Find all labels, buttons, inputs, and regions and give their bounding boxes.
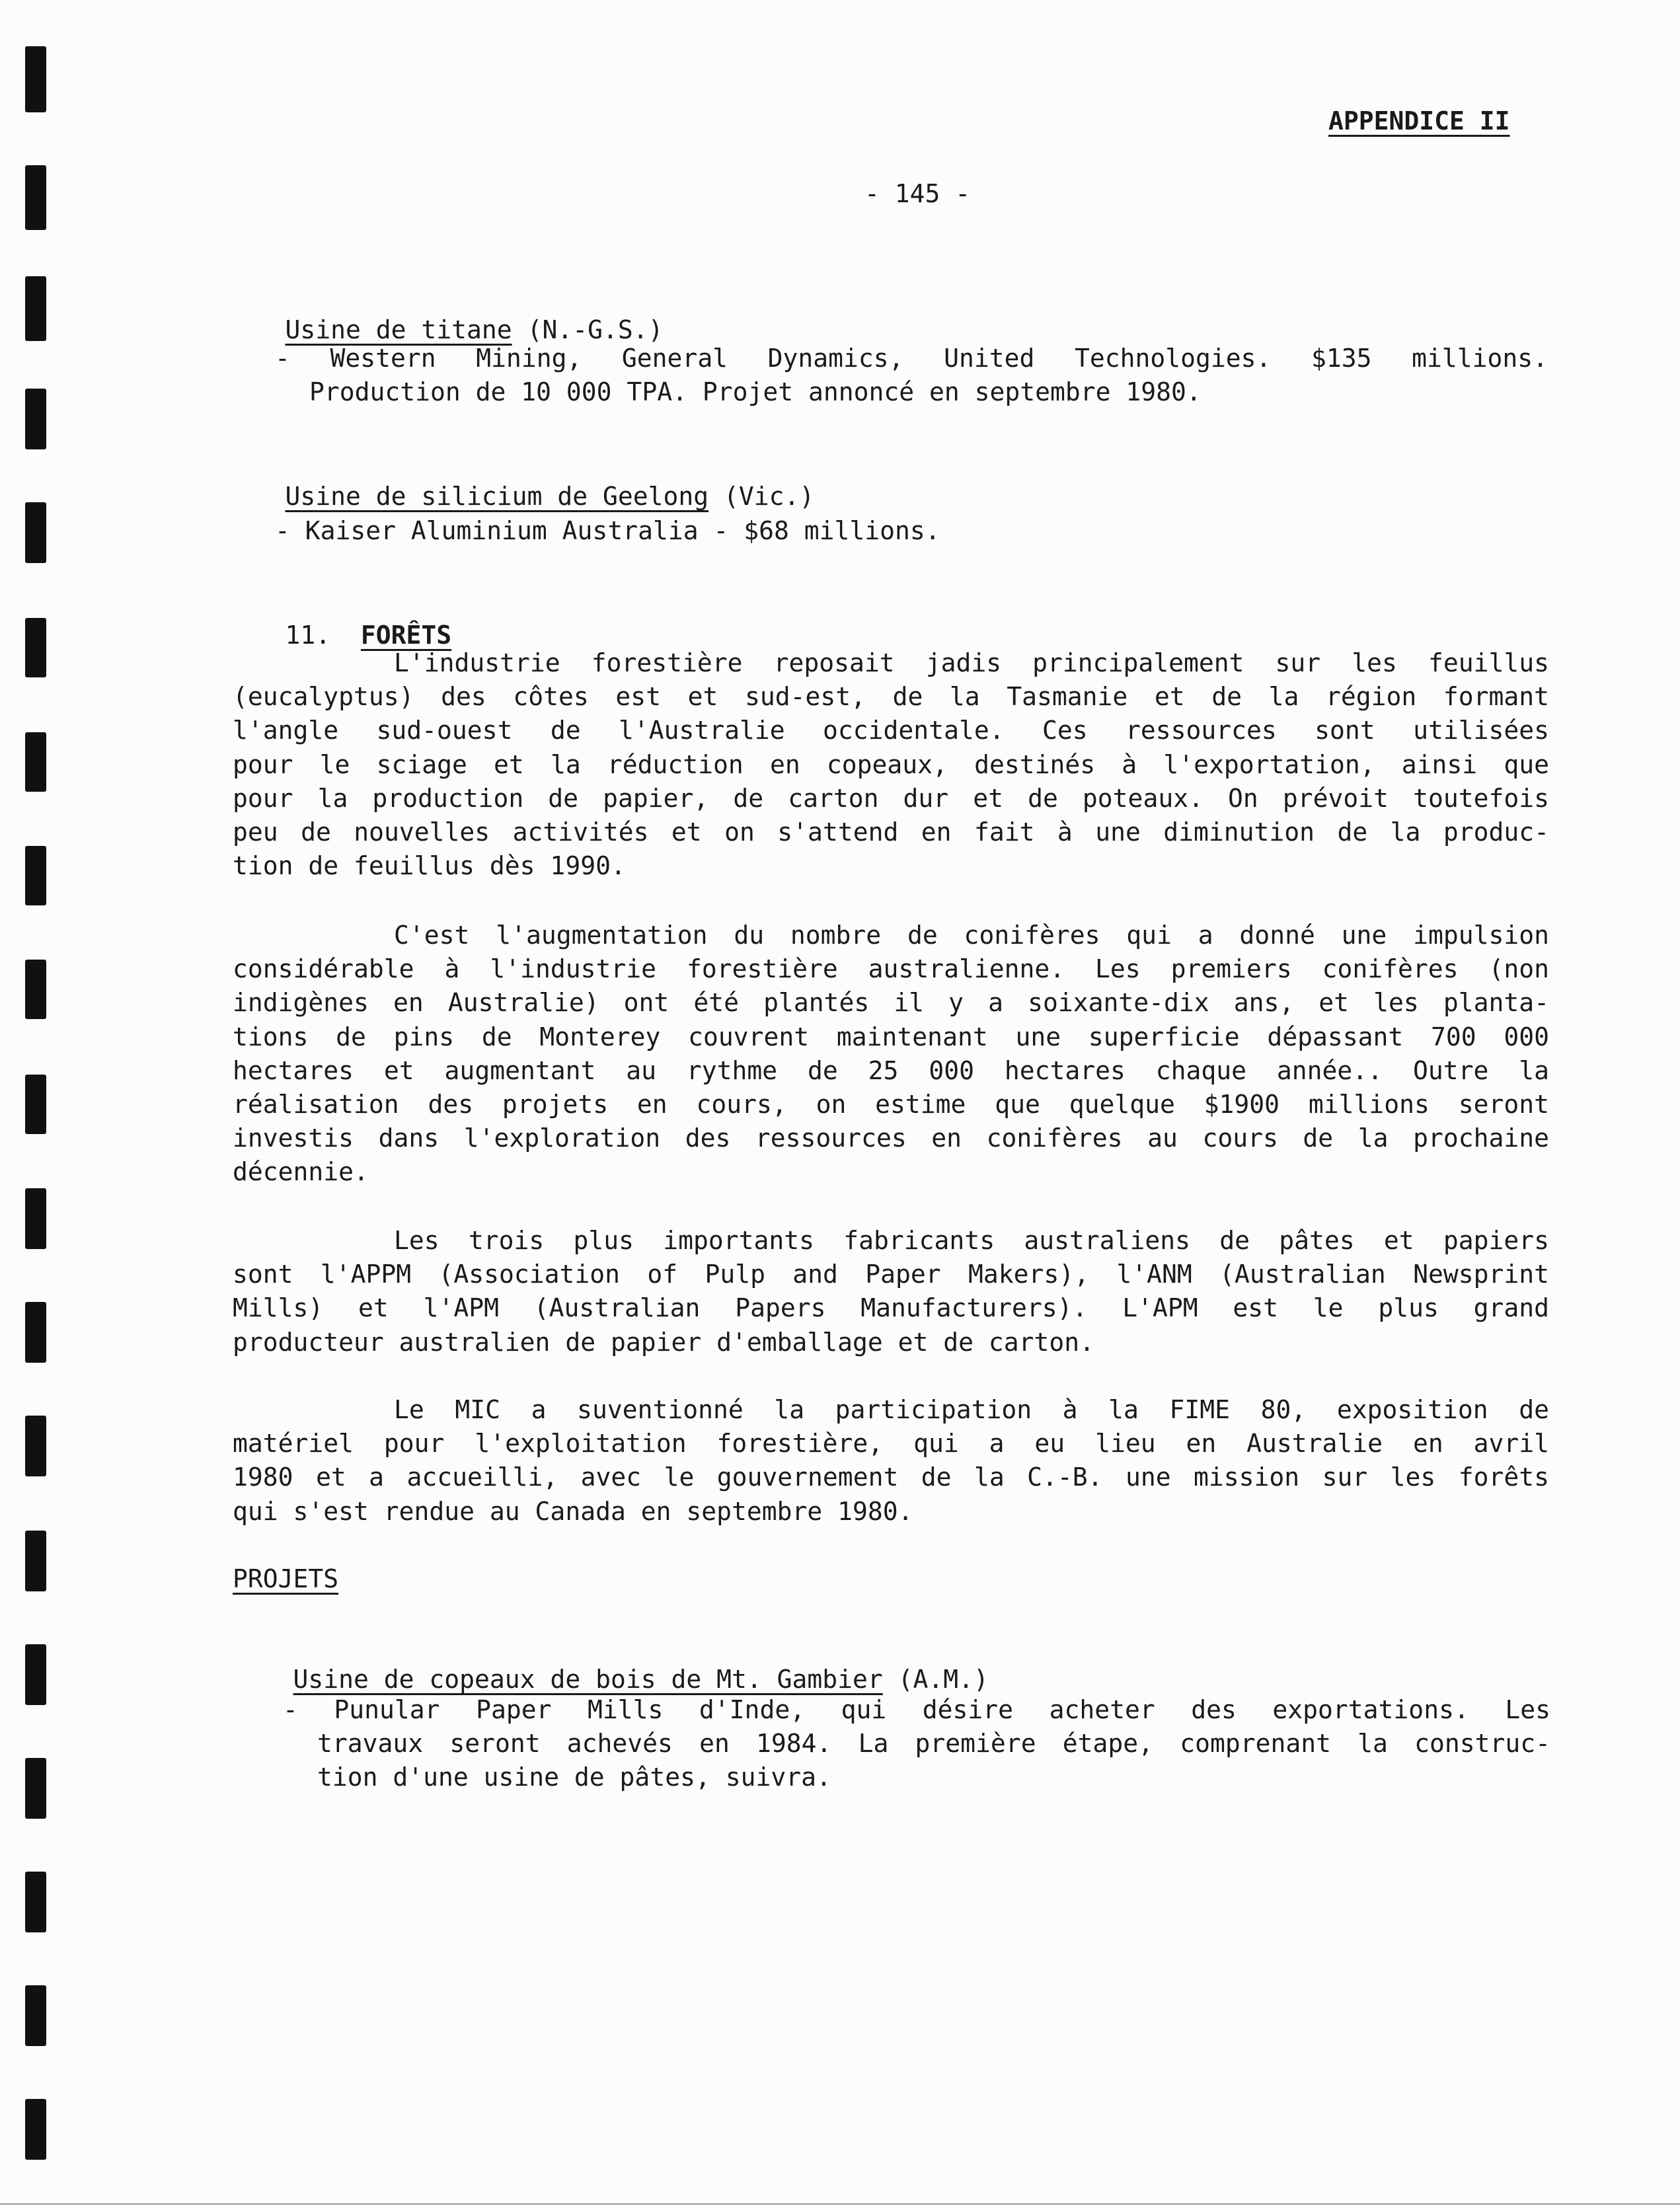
binding-bar [25,1302,46,1363]
section-title: Usine de titane [285,315,512,344]
paragraph-line: peu de nouvelles activités et on s'attend en fait à une diminution de la produc- [233,817,1549,847]
binding-bar [25,276,46,341]
paragraph-line: l'angle sud-ouest de l'Australie occidentale. Ces ressources sont utilisées [233,716,1549,745]
paragraph-line: tion de feuillus dès 1990. [233,851,626,881]
paragraph-line: sont l'APPM (Association of Pulp and Paper Makers), l'ANM (Australian Newsprint [233,1260,1549,1289]
binding-bar [25,1985,46,2046]
paragraph-line: réalisation des projets en cours, on estime que quelque $1900 millions seront [233,1089,1549,1119]
binding-bar [25,732,46,792]
paragraph-line: L'industrie forestière reposait jadis principalement sur les feuillus [394,648,1549,677]
binding-bar [25,1872,46,1932]
binding-bar [25,1188,46,1249]
bullet-line: - Western Mining, General Dynamics, United Technologies. $135 millions. [275,344,1548,373]
bullet-silicium: - Kaiser Aluminium Australia - $68 millions. [275,516,940,545]
paragraph-line: considérable à l'industrie forestière australienne. Les premiers conifères (non [233,954,1549,984]
paragraph-line: producteur australien de papier d'emballage et de carton. [233,1327,1095,1357]
bullet-line: Production de 10 000 TPA. Projet annoncé en septembre 1980. [309,377,1202,407]
subheading-title: Usine de copeaux de bois de Mt. Gambier [293,1665,883,1694]
paragraph-line: C'est l'augmentation du nombre de conifères qui a donné une impulsion [394,921,1549,950]
binding-bar [25,960,46,1019]
binding-margin [0,0,59,2206]
projets-heading: PROJETS [233,1564,339,1593]
binding-bar [25,2099,46,2160]
paragraph [233,919,1549,1190]
section-region: (N.-G.S.) [527,315,664,344]
section-number: 11. [285,621,331,650]
paragraph-line: matériel pour l'exploitation forestière, qui a eu lieu en Australie en avril [233,1429,1549,1459]
section-title: FORÊTS [360,621,452,650]
paragraph-line: qui s'est rendue au Canada en septembre 1980. [233,1496,913,1526]
appendix-label: APPENDICE II [1328,106,1510,135]
binding-bar [25,46,46,112]
subheading-region: (A.M.) [897,1665,989,1694]
paragraph-line: Les trois plus importants fabricants australiens de pâtes et papiers [394,1226,1549,1255]
paragraph-line: indigènes en Australie) ont été plantés il y a soixante-dix ans, et les planta- [233,988,1549,1018]
paragraph-line: (eucalyptus) des côtes est et sud-est, de la Tasmanie et de la région formant [233,682,1549,712]
paragraph [233,646,1549,883]
bullet-line: travaux seront achevés en 1984. La première étape, comprenant la construc- [317,1729,1550,1759]
binding-bar [25,1075,46,1134]
bullet-gambier [283,1693,1550,1795]
bullet-line: - Punular Paper Mills d'Inde, qui désire acheter des exportations. Les [283,1695,1550,1724]
paragraph-line: pour la production de papier, de carton dur et de poteaux. On prévoit toutefois [233,783,1549,813]
binding-bar [25,502,46,563]
paragraph [233,1393,1549,1529]
binding-bar [25,1644,46,1705]
paragraph-line: investis dans l'exploration des ressources en conifères au cours de la prochaine [233,1123,1549,1153]
bullet-titane [275,342,1548,409]
paragraph-line: Mills) et l'APM (Australian Papers Manufacturers). L'APM est le plus grand [233,1293,1549,1323]
binding-bar [25,1531,46,1591]
section-region: (Vic.) [724,482,815,511]
binding-bar [25,1416,46,1476]
section-title: Usine de silicium de Geelong [285,482,709,511]
binding-bar [25,846,46,905]
bullet-line: tion d'une usine de pâtes, suivra. [317,1763,831,1792]
paragraph-line: hectares et augmentant au rythme de 25 000 hectares chaque année.. Outre la [233,1055,1549,1085]
binding-bar [25,618,46,677]
paragraph-line: pour le sciage et la réduction en copeaux, destinés à l'exportation, ainsi que [233,749,1549,779]
binding-bar [25,165,46,230]
binding-bar [25,389,46,449]
binding-bar [25,1758,46,1819]
paragraph-line: 1980 et a accueilli, avec le gouvernement de la C.-B. une mission sur les forêts [233,1463,1549,1492]
paragraph-line: tions de pins de Monterey couvrent maintenant une superficie dépassant 700 000 [233,1022,1549,1051]
paragraph-line: décennie. [233,1157,369,1187]
paragraph [233,1224,1549,1359]
page-edge [0,2203,1680,2205]
page-number: - 145 - [864,179,971,208]
paragraph-line: Le MIC a suventionné la participation à la FIME 80, exposition de [394,1395,1549,1424]
